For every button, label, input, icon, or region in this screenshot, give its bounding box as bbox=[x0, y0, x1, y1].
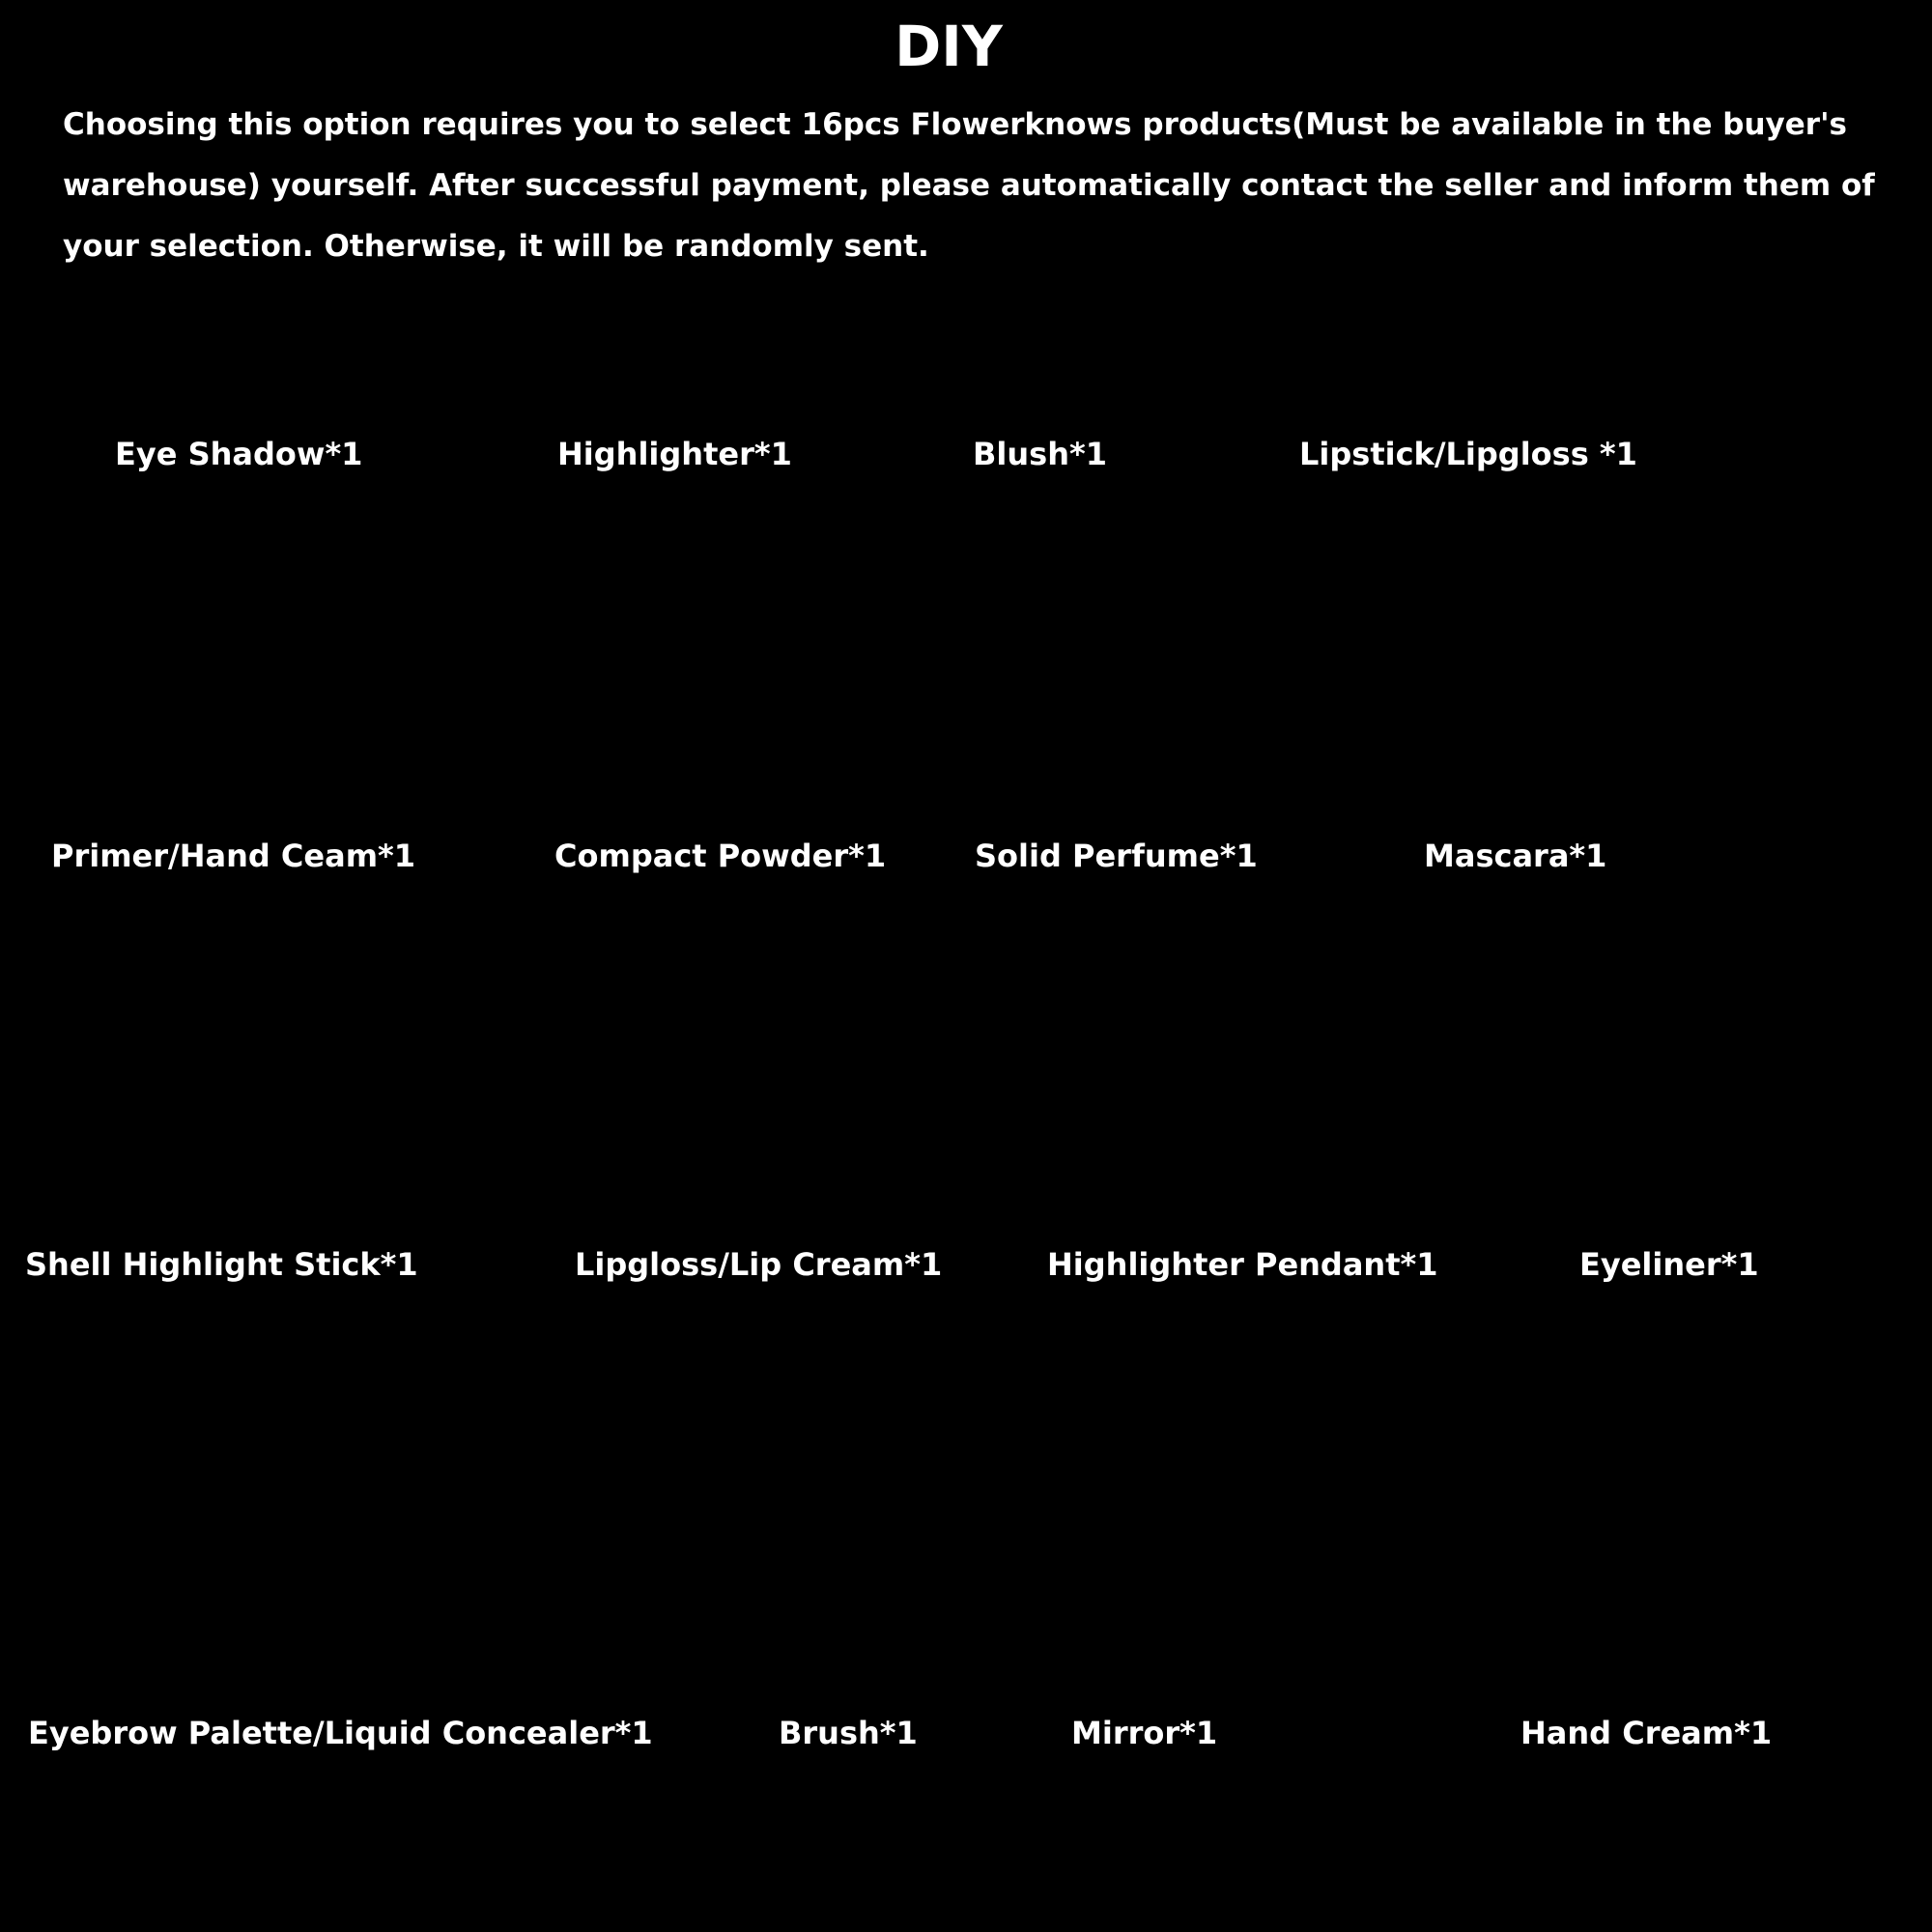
product-item-lipstick-lipgloss: Lipstick/Lipgloss *1 bbox=[1299, 436, 1637, 472]
product-item-eye-shadow: Eye Shadow*1 bbox=[115, 436, 363, 472]
product-item-eyebrow-palette-concealer: Eyebrow Palette/Liquid Concealer*1 bbox=[28, 1715, 653, 1751]
page-title: DIY bbox=[895, 14, 1003, 79]
product-item-highlighter: Highlighter*1 bbox=[557, 436, 792, 472]
product-item-primer-hand-cream: Primer/Hand Ceam*1 bbox=[51, 838, 416, 874]
product-item-solid-perfume: Solid Perfume*1 bbox=[975, 838, 1258, 874]
product-item-shell-highlight-stick: Shell Highlight Stick*1 bbox=[25, 1246, 418, 1283]
option-description: Choosing this option requires you to select 16pcs Flowerknows products(Must be available in the buyer's warehouse) yourself. After successful payment, please automatically contact the seller and inform them of your selection. Otherwise, it will be randomly sent. bbox=[63, 107, 1875, 264]
product-item-mascara: Mascara*1 bbox=[1424, 838, 1607, 874]
product-item-lipgloss-lip-cream: Lipgloss/Lip Cream*1 bbox=[575, 1246, 943, 1283]
product-item-compact-powder: Compact Powder*1 bbox=[554, 838, 887, 874]
product-item-blush: Blush*1 bbox=[973, 436, 1107, 472]
product-item-hand-cream: Hand Cream*1 bbox=[1520, 1715, 1773, 1751]
product-item-brush: Brush*1 bbox=[779, 1715, 918, 1751]
product-item-highlighter-pendant: Highlighter Pendant*1 bbox=[1047, 1246, 1438, 1283]
product-item-mirror: Mirror*1 bbox=[1071, 1715, 1218, 1751]
product-item-eyeliner: Eyeliner*1 bbox=[1579, 1246, 1759, 1283]
